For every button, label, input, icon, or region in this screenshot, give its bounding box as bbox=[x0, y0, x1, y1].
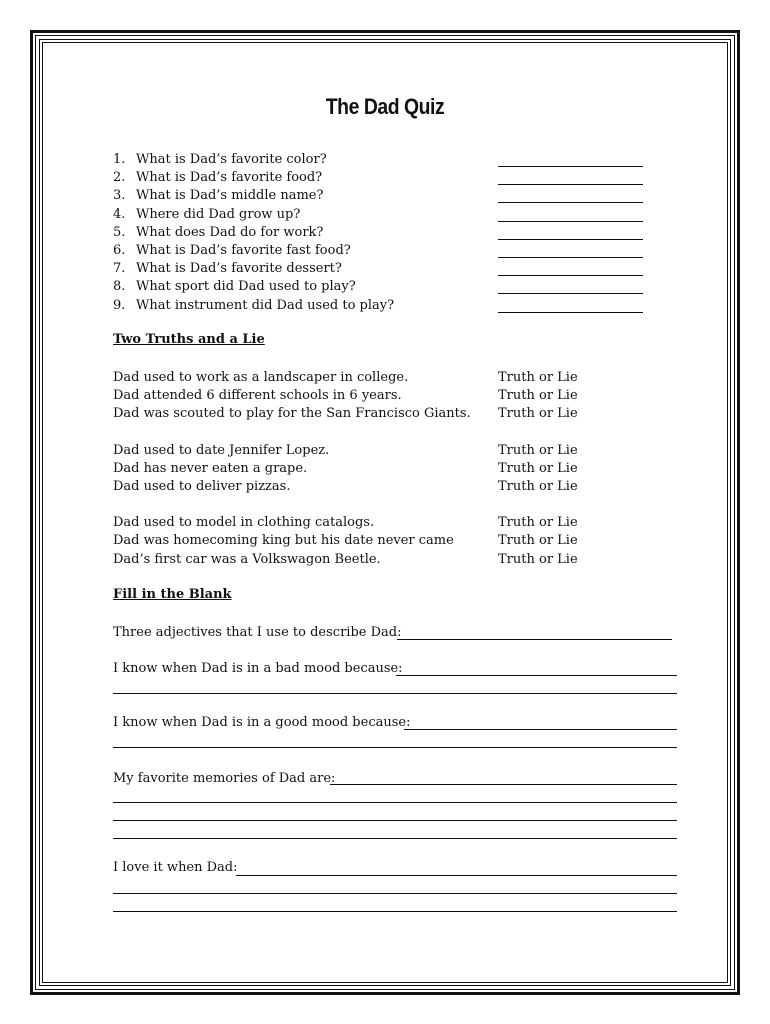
fill-prompt: I love it when Dad: bbox=[113, 860, 238, 875]
truth-lie-statement: Dad was scouted to play for the San Francisco Giants. bbox=[113, 406, 471, 421]
question-text: What sport did Dad used to play? bbox=[136, 279, 356, 295]
truths-heading: Two Truths and a Lie bbox=[113, 332, 265, 347]
question-text: What instrument did Dad used to play? bbox=[136, 297, 395, 313]
question-text: What is Dad’s middle name? bbox=[136, 188, 324, 204]
truth-lie-statement: Dad’s first car was a Volkswagon Beetle. bbox=[113, 552, 381, 567]
truth-lie-statement: Dad used to work as a landscaper in college. bbox=[113, 370, 409, 385]
answer-line[interactable] bbox=[498, 184, 643, 185]
answer-line[interactable] bbox=[498, 312, 643, 313]
fill-blank-line[interactable] bbox=[113, 820, 677, 821]
fill-blank-line[interactable] bbox=[404, 729, 677, 730]
question-item bbox=[113, 151, 653, 169]
question-number: 3. bbox=[113, 188, 126, 204]
question-number: 4. bbox=[113, 206, 126, 222]
truth-or-lie-choice[interactable]: Truth or Lie bbox=[498, 479, 578, 494]
question-item bbox=[113, 169, 653, 187]
fill-blank-line[interactable] bbox=[113, 747, 677, 748]
truth-lie-statement: Dad used to date Jennifer Lopez. bbox=[113, 443, 330, 458]
truth-lie-row bbox=[113, 551, 593, 569]
question-number: 2. bbox=[113, 170, 126, 186]
truth-lie-statement: Dad used to model in clothing catalogs. bbox=[113, 515, 375, 530]
answer-line[interactable] bbox=[498, 239, 643, 240]
truth-or-lie-choice[interactable]: Truth or Lie bbox=[498, 515, 578, 530]
fill-prompt: My favorite memories of Dad are: bbox=[113, 771, 336, 786]
truth-lie-row bbox=[113, 532, 593, 550]
fill-blank-line[interactable] bbox=[397, 639, 672, 640]
truth-or-lie-choice[interactable]: Truth or Lie bbox=[498, 443, 578, 458]
question-text: Where did Dad grow up? bbox=[136, 206, 301, 222]
truth-or-lie-choice[interactable]: Truth or Lie bbox=[498, 533, 578, 548]
fill-blank-line[interactable] bbox=[113, 838, 677, 839]
truth-or-lie-choice[interactable]: Truth or Lie bbox=[498, 552, 578, 567]
question-number: 8. bbox=[113, 279, 126, 295]
fill-heading: Fill in the Blank bbox=[113, 587, 232, 602]
truth-or-lie-choice[interactable]: Truth or Lie bbox=[498, 370, 578, 385]
question-item bbox=[113, 224, 653, 242]
question-number: 7. bbox=[113, 261, 126, 277]
question-text: What is Dad’s favorite color? bbox=[136, 152, 327, 167]
question-item bbox=[113, 206, 653, 224]
truth-lie-row bbox=[113, 387, 593, 405]
fill-blank-line[interactable] bbox=[236, 875, 677, 876]
truth-or-lie-choice[interactable]: Truth or Lie bbox=[498, 461, 578, 476]
fill-blank-line[interactable] bbox=[113, 693, 677, 694]
truth-or-lie-choice[interactable]: Truth or Lie bbox=[498, 388, 578, 403]
question-number: 6. bbox=[113, 242, 126, 258]
question-item bbox=[113, 278, 653, 296]
question-item bbox=[113, 260, 653, 278]
question-text: What does Dad do for work? bbox=[136, 224, 324, 240]
fill-blank-line[interactable] bbox=[113, 802, 677, 803]
fill-blank-line[interactable] bbox=[113, 911, 677, 912]
truth-lie-row bbox=[113, 514, 593, 532]
question-item bbox=[113, 187, 653, 205]
fill-blank-line[interactable] bbox=[330, 784, 677, 785]
truth-lie-statement: Dad attended 6 different schools in 6 years. bbox=[113, 388, 402, 403]
question-item bbox=[113, 242, 653, 260]
truth-lie-row bbox=[113, 405, 593, 423]
answer-line[interactable] bbox=[498, 202, 643, 203]
fill-blank-line[interactable] bbox=[396, 675, 677, 676]
question-text: What is Dad’s favorite food? bbox=[136, 170, 323, 186]
fill-prompt: I know when Dad is in a bad mood because: bbox=[113, 661, 403, 676]
fill-prompt: Three adjectives that I use to describe Dad: bbox=[113, 625, 402, 640]
fill-blank-line[interactable] bbox=[113, 893, 677, 894]
truth-lie-row bbox=[113, 460, 593, 478]
question-list bbox=[113, 151, 653, 315]
truth-lie-statement: Dad was homecoming king but his date never came bbox=[113, 533, 454, 548]
question-number: 5. bbox=[113, 224, 126, 240]
page-title: The Dad Quiz bbox=[325, 94, 445, 119]
fill-prompt: I know when Dad is in a good mood because: bbox=[113, 715, 411, 730]
truth-lie-row bbox=[113, 369, 593, 387]
answer-line[interactable] bbox=[498, 166, 643, 167]
answer-line[interactable] bbox=[498, 293, 643, 294]
truth-lie-statement: Dad used to deliver pizzas. bbox=[113, 479, 291, 494]
answer-line[interactable] bbox=[498, 275, 643, 276]
question-number: 9. bbox=[113, 297, 126, 313]
truth-or-lie-choice[interactable]: Truth or Lie bbox=[498, 406, 578, 421]
truth-lie-row bbox=[113, 442, 593, 460]
truth-lie-statement: Dad has never eaten a grape. bbox=[113, 461, 308, 476]
answer-line[interactable] bbox=[498, 221, 643, 222]
answer-line[interactable] bbox=[498, 257, 643, 258]
question-text: What is Dad’s favorite fast food? bbox=[136, 242, 351, 258]
question-text: What is Dad’s favorite dessert? bbox=[136, 261, 342, 277]
question-item bbox=[113, 297, 653, 315]
truth-lie-row bbox=[113, 478, 593, 496]
question-number: 1. bbox=[113, 152, 126, 167]
